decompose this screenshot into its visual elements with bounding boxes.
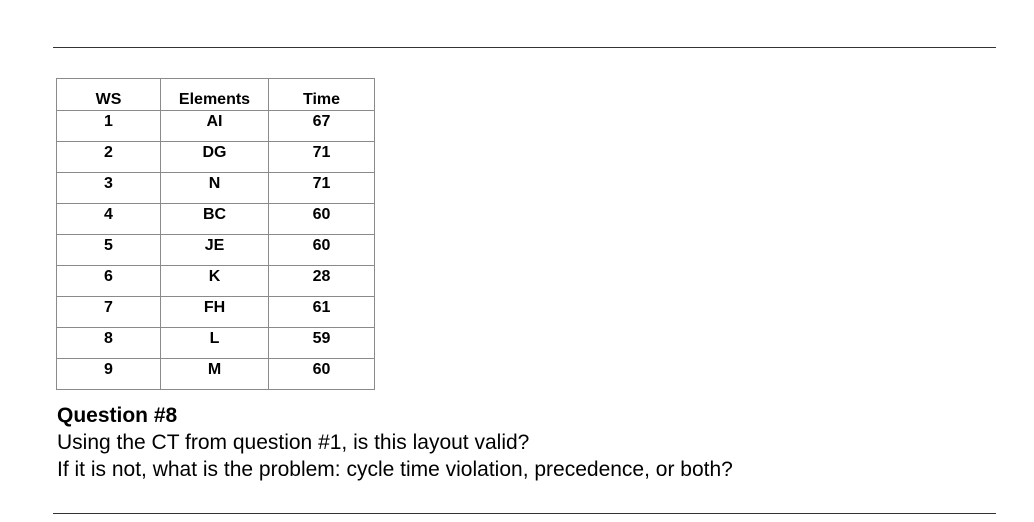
table-row [57, 359, 375, 390]
bottom-divider [53, 513, 996, 514]
ws-cell: 2 [57, 142, 161, 173]
time-cell: 71 [269, 173, 375, 204]
time-cell: 60 [269, 235, 375, 266]
elements-cell: DG [161, 142, 269, 173]
table-row [57, 297, 375, 328]
elements-cell: K [161, 266, 269, 297]
elements-cell: M [161, 359, 269, 390]
elements-cell: N [161, 173, 269, 204]
question-line-2: If it is not, what is the problem: cycle time violation, precedence, or both? [57, 458, 733, 481]
ws-cell: 9 [57, 359, 161, 390]
elements-cell: FH [161, 297, 269, 328]
ws-cell: 8 [57, 328, 161, 359]
time-cell: 60 [269, 359, 375, 390]
table-row [57, 111, 375, 142]
question-title: Question #8 [57, 404, 178, 427]
workstation-table [56, 78, 375, 390]
header-time: Time [269, 79, 375, 111]
elements-cell: BC [161, 204, 269, 235]
ws-cell: 7 [57, 297, 161, 328]
elements-cell: AI [161, 111, 269, 142]
question-line-1: Using the CT from question #1, is this layout valid? [57, 431, 530, 454]
ws-cell: 3 [57, 173, 161, 204]
table-header-row [57, 79, 375, 111]
elements-cell: L [161, 328, 269, 359]
time-cell: 59 [269, 328, 375, 359]
ws-cell: 6 [57, 266, 161, 297]
question-block [57, 402, 733, 483]
ws-cell: 4 [57, 204, 161, 235]
time-cell: 28 [269, 266, 375, 297]
time-cell: 61 [269, 297, 375, 328]
top-divider [53, 47, 996, 48]
table-row [57, 142, 375, 173]
table-row [57, 173, 375, 204]
time-cell: 67 [269, 111, 375, 142]
header-elements: Elements [161, 79, 269, 111]
table-row [57, 266, 375, 297]
ws-cell: 5 [57, 235, 161, 266]
time-cell: 71 [269, 142, 375, 173]
table-row [57, 235, 375, 266]
table-row [57, 328, 375, 359]
ws-cell: 1 [57, 111, 161, 142]
header-ws: WS [57, 79, 161, 111]
time-cell: 60 [269, 204, 375, 235]
elements-cell: JE [161, 235, 269, 266]
table-row [57, 204, 375, 235]
